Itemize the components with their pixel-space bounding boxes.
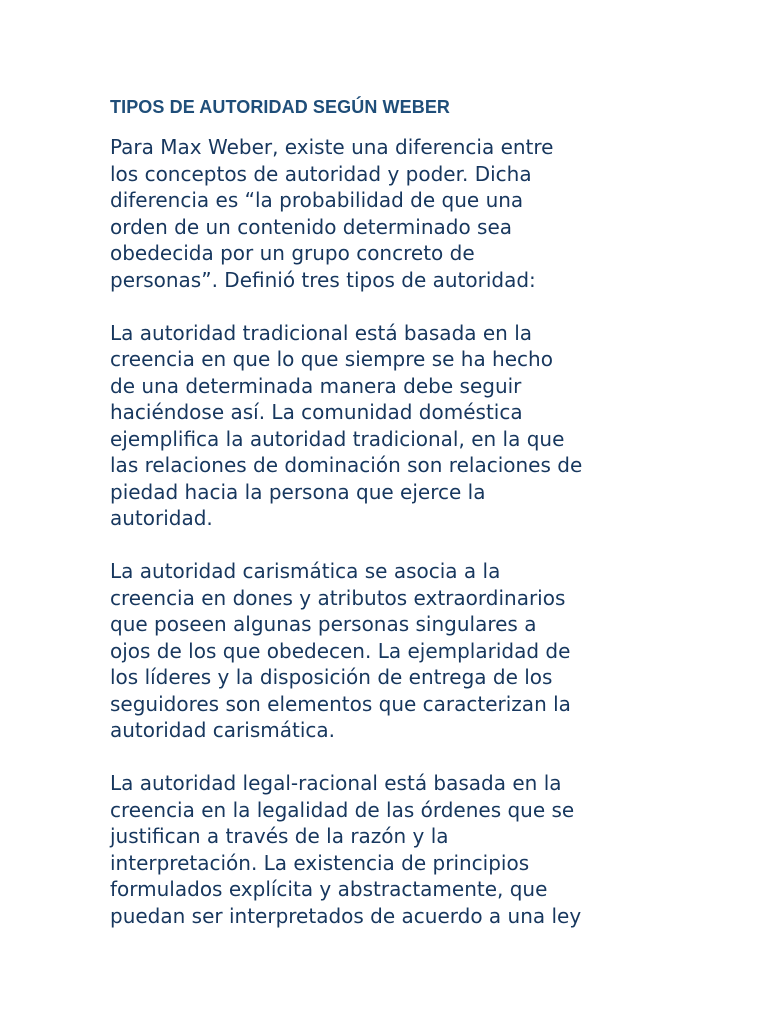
text-line: creencia en dones y atributos extraordinarios	[110, 585, 566, 610]
text-line: puedan ser interpretados de acuerdo a una ley	[110, 903, 582, 928]
document-title: TIPOS DE AUTORIDAD SEGÚN WEBER	[110, 97, 451, 117]
text-line: orden de un contenido determinado sea	[110, 214, 513, 239]
paragraph-legal-rational-authority	[110, 770, 710, 929]
text-line: creencia en que lo que siempre se ha hecho	[110, 347, 553, 371]
text-line: formulados explícita y abstractamente, que	[110, 877, 548, 901]
text-line: La autoridad carismática se asocia a la	[110, 559, 501, 583]
text-line: piedad hacia la persona que ejerce la	[110, 479, 486, 504]
paragraph-charismatic-authority	[110, 558, 710, 744]
text-line: obedecida por un grupo concreto de	[110, 241, 475, 265]
text-line: seguidores son elementos que caracterizan la	[110, 691, 571, 716]
text-line: haciéndose así. La comunidad doméstica	[110, 400, 523, 424]
text-line: La autoridad tradicional está basada en la	[110, 320, 533, 345]
text-line: interpretación. La existencia de principios	[110, 850, 530, 875]
text-line: autoridad.	[110, 506, 213, 530]
text-line: ejemplifica la autoridad tradicional, en la que	[110, 426, 565, 451]
paragraph-intro	[110, 134, 710, 293]
text-line: los líderes y la disposición de entrega de los	[110, 665, 553, 689]
paragraph-traditional-authority	[110, 320, 710, 532]
text-line: Para Max Weber, existe una diferencia entre	[110, 135, 554, 159]
text-line: ojos de los que obedecen. La ejemplaridad de	[110, 638, 571, 663]
text-line: autoridad carismática.	[110, 718, 335, 742]
text-line: que poseen algunas personas singulares a	[110, 612, 537, 636]
text-line: de una determinada manera debe seguir	[110, 373, 522, 398]
text-line: las relaciones de dominación son relaciones de	[110, 453, 583, 477]
text-line: los conceptos de autoridad y poder. Dicha	[110, 161, 532, 186]
text-line: justifican a través de la razón y la	[110, 824, 449, 848]
text-line: creencia en la legalidad de las órdenes que se	[110, 797, 575, 822]
text-line: diferencia es “la probabilidad de que una	[110, 188, 524, 212]
document-body	[110, 134, 710, 956]
text-line: personas”. Definió tres tipos de autoridad:	[110, 267, 536, 292]
text-line: La autoridad legal-racional está basada en la	[110, 771, 562, 795]
